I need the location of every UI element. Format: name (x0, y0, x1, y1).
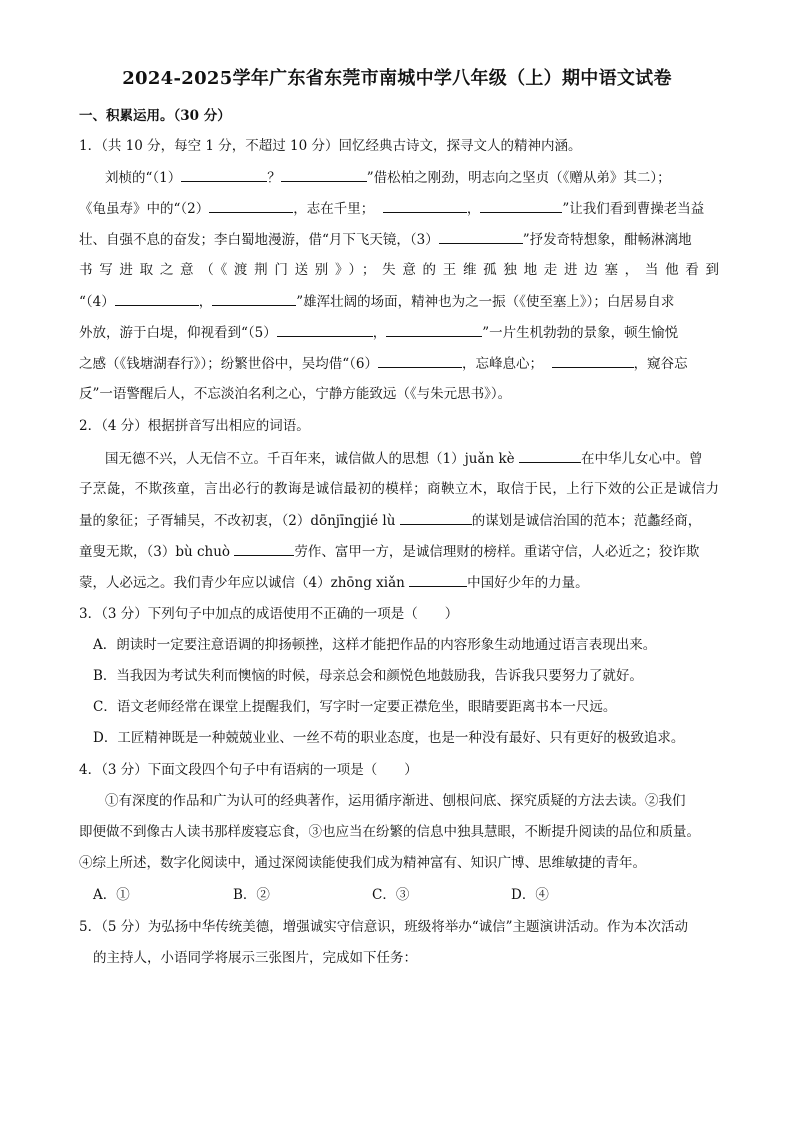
choice-c[interactable]: C．③ (372, 887, 410, 903)
question-2-stem: 2．（4 分）根据拼音写出相应的词语。 (79, 418, 310, 434)
answer-blank[interactable] (234, 541, 294, 556)
option-c[interactable]: C．语文老师经常在课堂上提醒我们，写字时一定要正襟危坐，眼睛要距离书本一尺远。 (93, 699, 617, 715)
question-1-line: 《龟虽寿》中的“（2） ，志在千里； ， ”让我们看到曹操老当益 (79, 198, 719, 219)
question-1-line: 外放，游于白堤，仰视看到“（5） ， ”一片生机勃勃的景象，顿生愉悦 (79, 322, 719, 343)
question-1-line: 反”一语警醒后人，不忘淡泊名利之心，宁静方能致远（《与朱元思书》）。 (79, 386, 512, 402)
question-2-line: 量的象征；子胥辅吴，不改初衷，（2）dōnjīngjié lù 的谋划是诚信治国的范本；范蠡经商， (79, 510, 719, 531)
question-1-stem: 1．（共 10 分，每空 1 分，不超过 10 分）回忆经典古诗文，探寻文人的精神内涵。 (79, 138, 582, 154)
question-4-line: ④综上所述，数字化阅读中，通过深阅读能使我们成为精神富有、知识广博、思维敏捷的青年。 (79, 855, 646, 871)
answer-blank[interactable] (480, 198, 562, 213)
answer-blank[interactable] (409, 572, 467, 587)
answer-blank[interactable] (209, 198, 293, 213)
choice-d[interactable]: D．④ (511, 887, 549, 903)
answer-blank[interactable] (552, 353, 634, 368)
choice-b[interactable]: B．② (233, 887, 270, 903)
question-4-line: ①有深度的作品和广为认可的经典著作，运用循序渐进、刨根问底、探究质疑的方法去读。②我们 (105, 793, 686, 809)
answer-blank[interactable] (277, 322, 373, 337)
choice-a[interactable]: A．① (93, 887, 130, 903)
question-1-line: “（4） ， ”雄浑壮阔的场面，精神也为之一振（《使至塞上》）；白居易自求 (79, 291, 719, 312)
question-3-stem: 3．（3 分）下列句子中加点的成语使用不正确的一项是（ ） (79, 606, 459, 622)
answer-blank[interactable] (212, 291, 296, 306)
answer-blank[interactable] (115, 291, 199, 306)
question-4-stem: 4．（3 分）下面文段四个句子中有语病的一项是（ ） (79, 762, 418, 778)
question-2-line: 子烹彘，不欺孩童，言出必行的教诲是诚信最初的模样；商鞅立木，取信于民，上行下效的公正是诚信力 (79, 481, 719, 497)
page-title: 2024-2025学年广东省东莞市南城中学八年级（上）期中语文试卷 (122, 68, 672, 89)
question-1-line: 书写进取之意（《渡荆门送别》）；失意的王维孤独地走进边塞，当他看到 (79, 262, 719, 278)
answer-blank[interactable] (378, 353, 462, 368)
question-4-line: 即便做不到像古人读书那样废寝忘食，③也应当在纷繁的信息中独具慧眼，不断提升阅读的品位和质量。 (79, 824, 700, 840)
option-a[interactable]: A．朗读时一定要注意语调的抑扬顿挫，这样才能把作品的内容形象生动地通过语言表现出来。 (93, 637, 657, 653)
question-1-line: 壮、自强不息的奋发；李白蜀地漫游，借“月下飞天镜，（3） ”抒发奇特想象，酣畅淋漓地 (79, 229, 719, 250)
question-2-line: 蒙，人必远之。我们青少年应以诚信（4）zhōng xiǎn 中国好少年的力量。 (79, 572, 719, 593)
answer-blank[interactable] (439, 229, 523, 244)
question-1-line: 之感（《钱塘湖春行》）；纷繁世俗中，吴均借“（6） ，忘峰息心； ，窥谷忘 (79, 353, 719, 374)
question-5-line: 的主持人，小语同学将展示三张图片，完成如下任务： (93, 950, 417, 966)
answer-blank[interactable] (281, 167, 367, 182)
answer-blank[interactable] (400, 510, 472, 525)
option-d[interactable]: D．工匠精神既是一种兢兢业业、一丝不苟的职业态度，也是一种没有最好、只有更好的极致追求。 (93, 730, 685, 746)
answer-blank[interactable] (383, 198, 467, 213)
section-heading: 一、积累运用。（30 分） (79, 108, 231, 124)
answer-blank[interactable] (519, 448, 581, 463)
question-5-stem: 5．（5 分）为弘扬中华传统美德，增强诚实守信意识，班级将举办“诚信”主题演讲活动。作为本次活动 (79, 919, 689, 935)
question-1-line: 刘桢的“（1） ？ ”借松柏之刚劲，明志向之坚贞（《赠从弟》其二）； (105, 167, 719, 188)
answer-blank[interactable] (181, 167, 267, 182)
answer-blank[interactable] (386, 322, 482, 337)
question-2-line: 童叟无欺，（3）bù chuò 劳作、富甲一方，是诚信理财的榜样。重诺守信，人必近之；狡诈欺 (79, 541, 719, 562)
question-2-line: 国无德不兴，人无信不立。千百年来，诚信做人的思想（1）juǎn kè 在中华儿女心中。曾 (105, 448, 719, 469)
option-b[interactable]: B．当我因为考试失利而懊恼的时候，母亲总会和颜悦色地鼓励我，告诉我只要努力了就好。 (93, 668, 643, 684)
